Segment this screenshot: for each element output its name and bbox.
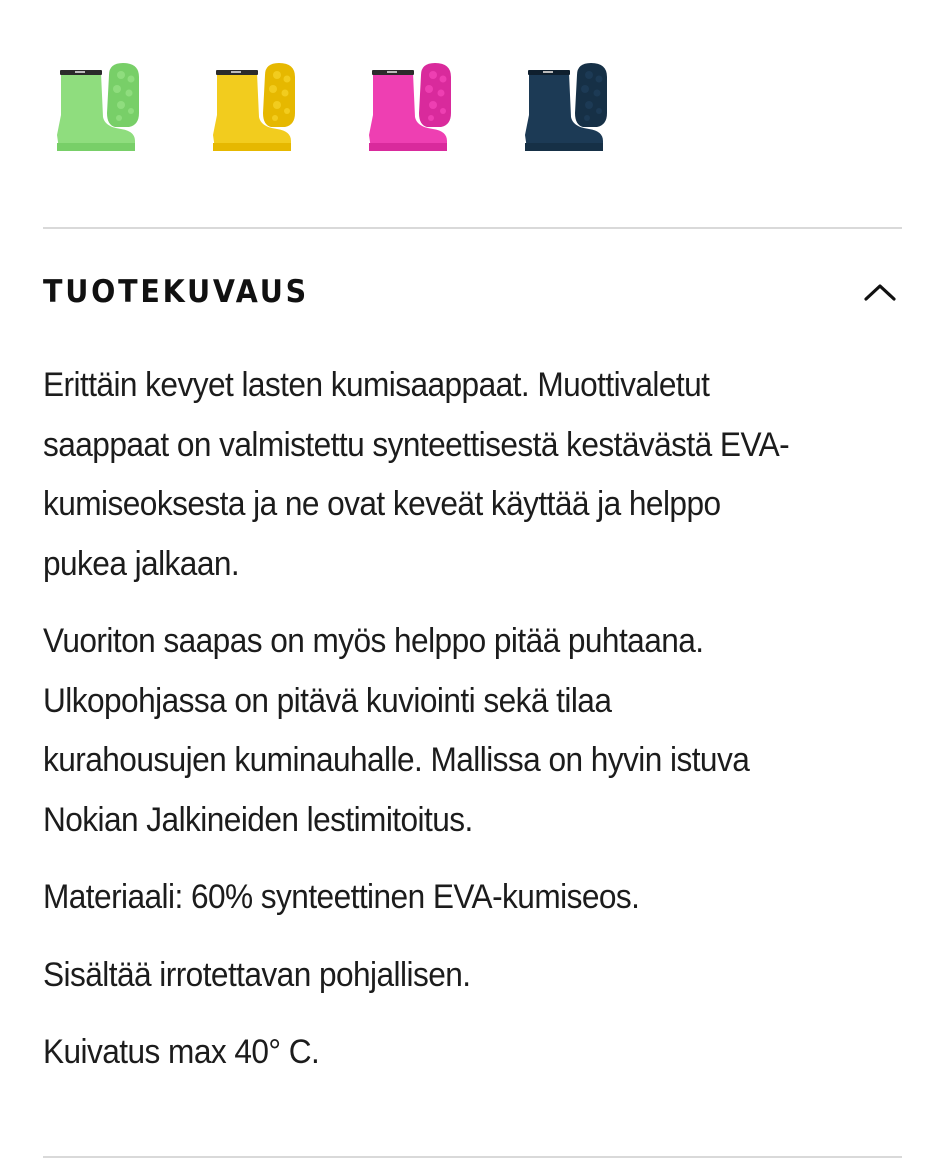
description-paragraph: Vuoriton saapas on myös helppo pitää puhtaana. Ulkopohjassa on pitävä kuviointi sekä tilaa kurahousujen kuminauhalle. Mallissa on hyvin istuva Nokian Jalkineiden lestimitoitus. <box>43 622 750 839</box>
description-paragraph: Kuivatus max 40° C. <box>43 1033 320 1071</box>
section-divider-top <box>43 227 902 229</box>
accordion-header-product-description[interactable] <box>43 262 902 322</box>
product-description <box>43 356 913 1101</box>
color-swatch-green[interactable] <box>43 50 199 160</box>
color-swatch-pink[interactable] <box>355 50 511 160</box>
boot-image-pink <box>355 55 473 155</box>
color-swatch-navy[interactable] <box>511 50 667 160</box>
description-paragraph: Materiaali: 60% synteettinen EVA-kumiseos. <box>43 878 640 916</box>
accordion-title: TUOTEKUVAUS <box>43 274 309 310</box>
description-paragraph: Sisältää irrotettavan pohjallisen. <box>43 955 471 994</box>
boot-image-green <box>43 55 161 155</box>
boot-image-yellow <box>199 55 317 155</box>
boot-image-navy <box>511 55 629 155</box>
chevron-up-icon[interactable] <box>860 272 900 312</box>
description-paragraph: Erittäin kevyet lasten kumisaappaat. Muottivaletut saappaat on valmistettu synteettisestä kestävästä EVA- kumiseoksesta ja ne ovat keveät käyttää ja helppo pukea jalkaan. <box>43 366 790 583</box>
section-divider-bottom <box>43 1156 902 1158</box>
color-swatch-yellow[interactable] <box>199 50 355 160</box>
color-swatch-list <box>43 50 667 160</box>
